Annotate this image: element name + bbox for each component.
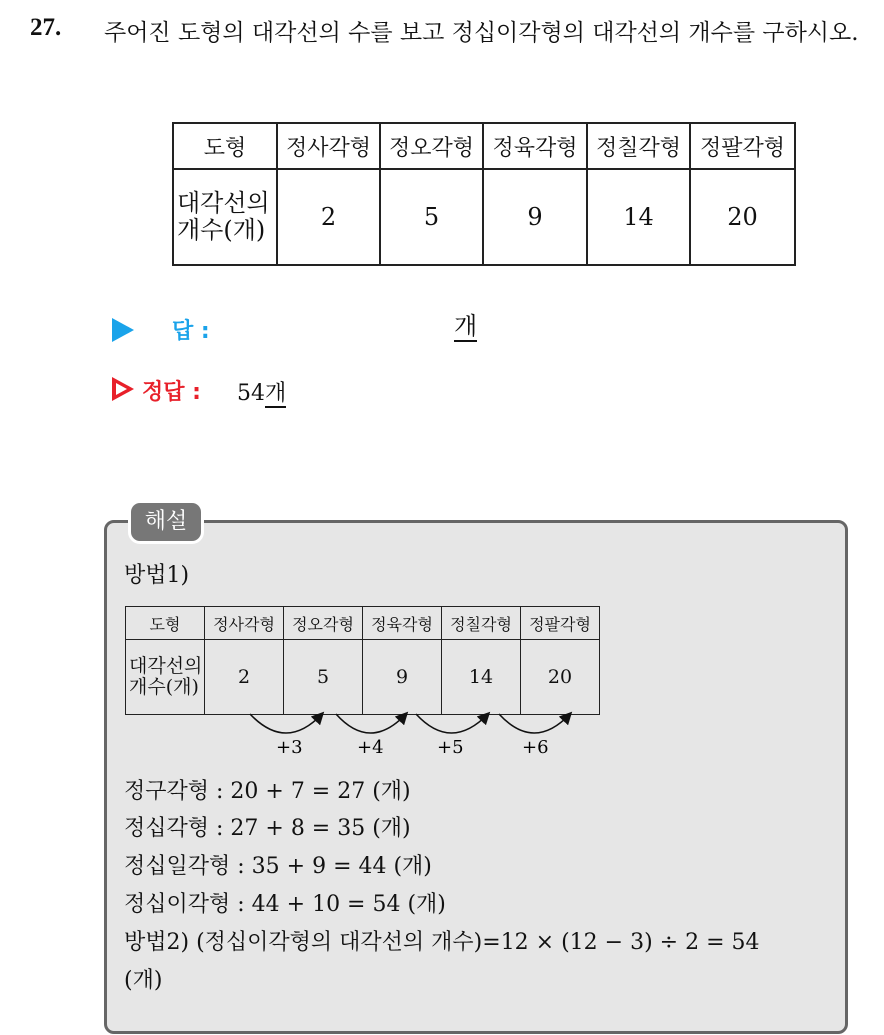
sub-value-cell: 5: [284, 640, 363, 715]
sub-value-cell: 9: [363, 640, 442, 715]
table-row-label: 대각선의 개수(개): [173, 169, 277, 265]
explanation-tag: 해설: [128, 500, 204, 544]
method1-label: 방법1): [124, 563, 190, 588]
sub-value-cell: 2: [205, 640, 284, 715]
table-value-cell: 2: [277, 169, 380, 265]
explanation-line: 정십이각형 : 44 + 10 = 54 (개): [124, 892, 446, 917]
explanation-line: 정십각형 : 27 + 8 = 35 (개): [124, 816, 411, 841]
table-value-cell: 14: [587, 169, 690, 265]
table-shape-cell: 정사각형: [277, 123, 380, 169]
arc-arrow: [499, 714, 570, 733]
table-shape-cell: 정육각형: [483, 123, 587, 169]
arc-arrow: [336, 714, 406, 733]
difference-label: +3: [276, 737, 303, 758]
answer-unit: 개: [454, 312, 478, 340]
answer-label: 답 :: [172, 319, 210, 344]
sub-shape-cell: 정육각형: [363, 607, 442, 640]
arc-arrow: [416, 714, 488, 733]
sub-shape-cell: 정오각형: [284, 607, 363, 640]
difference-label: +6: [522, 737, 549, 758]
sub-value-cell: 20: [521, 640, 600, 715]
sub-header-label: 도형: [126, 607, 205, 640]
correct-unit: 개: [265, 381, 287, 406]
sub-shape-cell: 정칠각형: [442, 607, 521, 640]
table-value-cell: 5: [380, 169, 483, 265]
difference-label: +4: [357, 737, 384, 758]
explanation-line: 정십일각형 : 35 + 9 = 44 (개): [124, 854, 432, 879]
difference-label: +5: [437, 737, 464, 758]
table-value-cell: 9: [483, 169, 587, 265]
table-shape-cell: 정오각형: [380, 123, 483, 169]
explanation-line: 방법2) (정십이각형의 대각선의 개수)=12 × (12 − 3) ÷ 2 = 54: [124, 930, 760, 955]
question-text: 주어진 도형의 대각선의 수를 보고 정십이각형의 대각선의 개수를 구하시오.: [104, 20, 859, 46]
explanation-line: (개): [124, 968, 163, 993]
sub-row-label: 대각선의 개수(개): [126, 640, 205, 715]
table-header-label: 도형: [173, 123, 277, 169]
question-number: 27.: [30, 14, 62, 41]
explanation-line: 정구각형 : 20 + 7 = 27 (개): [124, 779, 411, 804]
sub-value-cell: 14: [442, 640, 521, 715]
arc-arrow: [250, 714, 322, 733]
correct-label: 정답 :: [142, 380, 201, 405]
sub-shape-cell: 정사각형: [205, 607, 284, 640]
sub-shape-cell: 정팔각형: [521, 607, 600, 640]
correct-value: 54: [237, 381, 265, 406]
table-value-cell: 20: [690, 169, 795, 265]
table-shape-cell: 정팔각형: [690, 123, 795, 169]
table-shape-cell: 정칠각형: [587, 123, 690, 169]
